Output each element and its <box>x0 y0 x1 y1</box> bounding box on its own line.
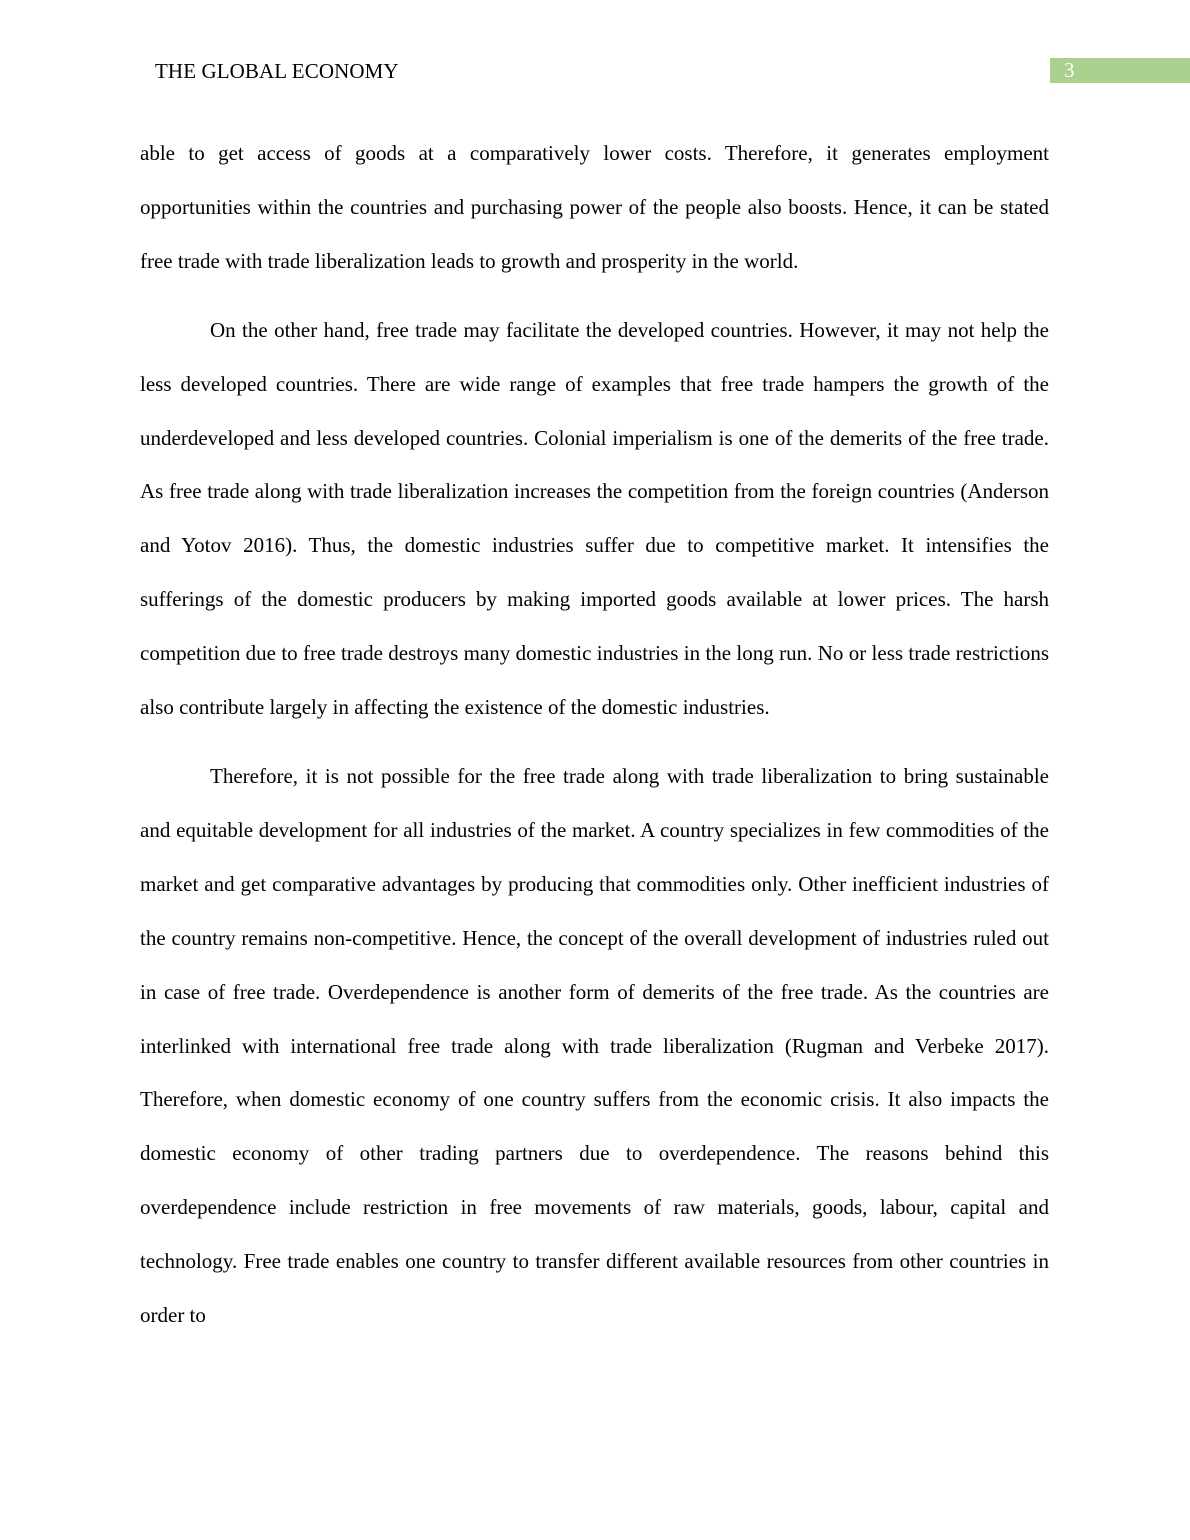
running-head: THE GLOBAL ECONOMY <box>155 59 399 83</box>
page-number-badge <box>1050 58 1190 83</box>
paragraph-continuation: able to get access of goods at a comparatively lower costs. Therefore, it generates employment opportunities within the countries and purchasing power of the people also boosts. Hence, it can be stated free trade with trade liberalization leads to growth and prosperity in the world. <box>140 141 1049 273</box>
page-number: 3 <box>1064 58 1075 82</box>
paragraph-overdependence: Therefore, it is not possible for the free trade along with trade liberalization to bring sustainable and equitable development for all industries of the market. A country specializes in few commodities of the market and get comparative advantages by producing that commodities only. Other inefficient industries of the country remains non-competitive. Hence, the concept of the overall development of industries ruled out in case of free trade. Overdependence is another form of demerits of the free trade. As the countries are interlinked with international free trade along with trade liberalization (Rugman and Verbeke 2017). Therefore, when domestic economy of one country suffers from the economic crisis. It also impacts the domestic economy of other trading partners due to overdependence. The reasons behind this overdependence include restriction in free movements of raw materials, goods, labour, capital and technology. Free trade enables one country to transfer different available resources from other countries in order to <box>140 763 1049 1328</box>
document-body <box>140 127 1049 1358</box>
paragraph-free-trade-demerits: On the other hand, free trade may facilitate the developed countries. However, it may not help the less developed countries. There are wide range of examples that free trade hampers the growth of the underdeveloped and less developed countries. Colonial imperialism is one of the demerits of the free trade. As free trade along with trade liberalization increases the competition from the foreign countries (Anderson and Yotov 2016). Thus, the domestic industries suffer due to competitive market. It intensifies the sufferings of the domestic producers by making imported goods available at lower prices. The harsh competition due to free trade destroys many domestic industries in the long run. No or less trade restrictions also contribute largely in affecting the existence of the domestic industries. <box>140 317 1049 720</box>
